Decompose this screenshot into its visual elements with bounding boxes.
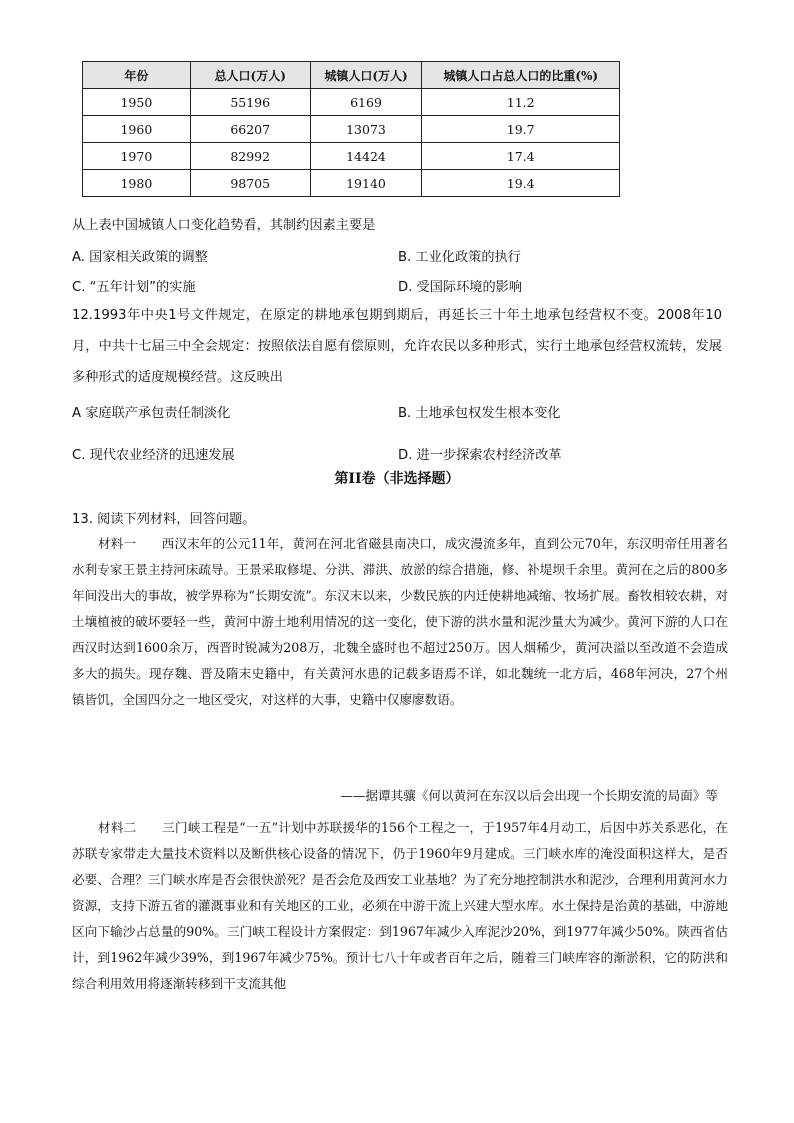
- q13-stem: 13. 阅读下列材料，回答问题。: [72, 512, 256, 527]
- section-title: 第II卷（非选择题）: [334, 471, 460, 487]
- q11-stem: 从上表中国城镇人口变化趋势看，其制约因素主要是: [72, 218, 376, 233]
- table-row: [83, 170, 620, 197]
- cell-ratio: 19.7: [422, 116, 620, 143]
- material-one: 材料一 西汉末年的公元11年，黄河在河北省磁县南决口，成灾漫流多年，直到公元70年，东汉明帝任用著名水利专家王景主持河床疏导。王景采取修堤、分洪、滞洪、放淤的综合措施，修、补堤坝千余里。黄河在之后的800多年间没出大的事故，被学界称为“长期安流”。东汉末以来，少数民族的内迁使耕地减缩、牧场扩展。畜牧相较农耕，对土壤植被的破坏要轻一些，黄河中游土地利用情况的这一变化，使下游的洪水量和泥沙量大为减少。黄河下游的人口在西汉时达到1600余万，西晋时锐减为208万，北魏全盛时也不超过250万。因人烟稀少，黄河决溢以至改道不会造成多大的损失。现存魏、晋及隋末史籍中，有关黄河水患的记载多语焉不详，如北魏统一北方后，468年河决，27个州镇皆饥，全国四分之一地区受灾，对这样的大事，史籍中仅廖廖数语。: [72, 536, 728, 707]
- cell-year: 1960: [83, 116, 191, 143]
- table-row: [83, 143, 620, 170]
- material-two: 材料二 三门峡工程是“一五”计划中苏联援华的156个工程之一，于1957年4月动工，后因中苏关系恶化，在苏联专家带走大量技术资料以及断供核心设备的情况下，仍于1960年9月建成。三门峡水库的淹没面积这样大，是否必要、合理？三门峡水库是否会很快淤死？是否会危及西安工业基地？为了充分地控制洪水和泥沙，合理利用黄河水力资源，支持下游五省的灌溉事业和有关地区的工业，必须在中游干流上兴建大型水库。水土保持是治黄的基础，中游地区向下输沙占总量的90%。三门峡工程设计方案假定：到1967年减少入库泥沙20%，到1977年减少50%。陕西省估计，到1962年减少39%，到1967年减少75%。预计七八十年或者百年之后，随着三门峡库容的渐淤积，它的防洪和综合利用效用将逐渐转移到干支流其他: [72, 820, 728, 991]
- header-year: 年份: [83, 62, 191, 89]
- cell-total: 66207: [190, 116, 310, 143]
- cell-year: 1950: [83, 89, 191, 116]
- cell-total: 55196: [190, 89, 310, 116]
- table-row: [83, 89, 620, 116]
- table-row: [83, 116, 620, 143]
- cell-total: 82992: [190, 143, 310, 170]
- cell-ratio: 19.4: [422, 170, 620, 197]
- cell-ratio: 17.4: [422, 143, 620, 170]
- q11-option-d: D. 受国际环境的影响: [398, 280, 523, 295]
- cell-total: 98705: [190, 170, 310, 197]
- q12-option-c: C. 现代农业经济的迅速发展: [72, 448, 235, 463]
- cell-urban: 14424: [310, 143, 422, 170]
- q11-option-b: B. 工业化政策的执行: [398, 250, 521, 265]
- header-total-population: 总人口(万人): [190, 62, 310, 89]
- q12-option-d: D. 进一步探索农村经济改革: [398, 448, 562, 463]
- cell-year: 1970: [83, 143, 191, 170]
- q12-stem: 12.1993年中央1号文件规定，在原定的耕地承包期到期后，再延长三十年土地承包经营权不变。2008年10月，中共十七届三中全会规定：按照依法自愿有偿原则，允许农民以多种形式，实行土地承包经营权流转，发展多种形式的适度规模经营。这反映出: [72, 308, 722, 385]
- cell-year: 1980: [83, 170, 191, 197]
- population-table: [82, 61, 620, 197]
- q11-option-c: C. “五年计划”的实施: [72, 280, 196, 295]
- q12-option-b: B. 土地承包权发生根本变化: [398, 406, 561, 421]
- cell-ratio: 11.2: [422, 89, 620, 116]
- cell-urban: 13073: [310, 116, 422, 143]
- q11-option-a: A. 国家相关政策的调整: [72, 250, 208, 265]
- material-one-source: ——据谭其骧《何以黄河在东汉以后会出现一个长期安流的局面》等: [340, 788, 718, 803]
- cell-urban: 19140: [310, 170, 422, 197]
- cell-urban: 6169: [310, 89, 422, 116]
- header-urban-population: 城镇人口(万人): [310, 62, 422, 89]
- table-header-row: [83, 62, 620, 89]
- header-urban-ratio: 城镇人口占总人口的比重(%): [422, 62, 620, 89]
- q12-option-a: A 家庭联产承包责任制淡化: [72, 406, 231, 421]
